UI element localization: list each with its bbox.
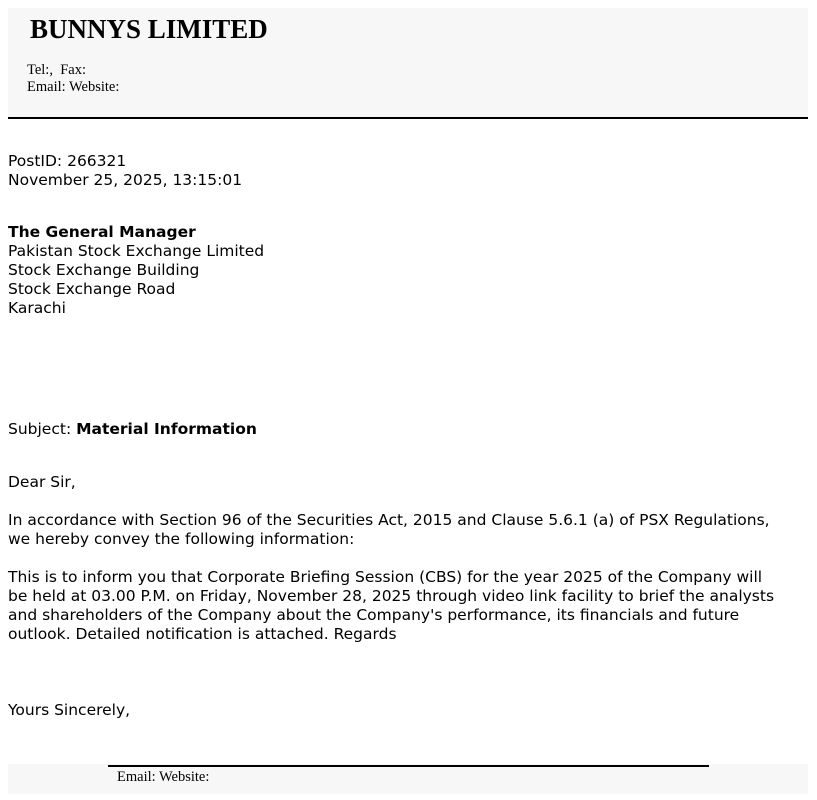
recipient-line: Stock Exchange Building bbox=[8, 261, 200, 279]
letter-footer bbox=[8, 764, 808, 794]
footer-email-website: Email: Website: bbox=[117, 769, 210, 785]
tel-fax-line: Tel:, Fax: bbox=[27, 62, 86, 78]
paragraph-line: In accordance with Section 96 of the Securities Act, 2015 and Clause 5.6.1 (a) of PSX Regulations, bbox=[8, 511, 770, 529]
paragraph-line: we hereby convey the following information: bbox=[8, 530, 355, 548]
subject-text: Material Information bbox=[76, 420, 257, 438]
paragraph-2 bbox=[8, 568, 798, 644]
recipient-line: Pakistan Stock Exchange Limited bbox=[8, 242, 265, 260]
paragraph-line: be held at 03.00 P.M. on Friday, November 28, 2025 through video link facility to brief the analysts bbox=[8, 587, 775, 605]
greeting: Dear Sir, bbox=[8, 473, 76, 491]
paragraph-line: This is to inform you that Corporate Briefing Session (CBS) for the year 2025 of the Company will bbox=[8, 568, 763, 586]
subject-prefix: Subject: bbox=[8, 420, 77, 438]
header-divider bbox=[8, 117, 808, 119]
paragraph-line: outlook. Detailed notification is attached. Regards bbox=[8, 625, 397, 643]
recipient-line: Karachi bbox=[8, 299, 66, 317]
letterhead bbox=[8, 8, 808, 117]
post-id: PostID: 266321 bbox=[8, 152, 127, 170]
recipient-line: Stock Exchange Road bbox=[8, 280, 176, 298]
post-datetime: November 25, 2025, 13:15:01 bbox=[8, 171, 243, 189]
footer-divider bbox=[108, 765, 709, 767]
subject-line bbox=[8, 420, 257, 439]
company-name: BUNNYS LIMITED bbox=[30, 14, 268, 44]
recipient-title: The General Manager bbox=[8, 223, 196, 241]
paragraph-1 bbox=[8, 511, 798, 549]
letterhead-contact bbox=[27, 62, 119, 96]
email-website-line: Email: Website: bbox=[27, 79, 120, 95]
closing: Yours Sincerely, bbox=[8, 701, 131, 719]
paragraph-line: and shareholders of the Company about the Company's performance, its financials and future bbox=[8, 606, 740, 624]
